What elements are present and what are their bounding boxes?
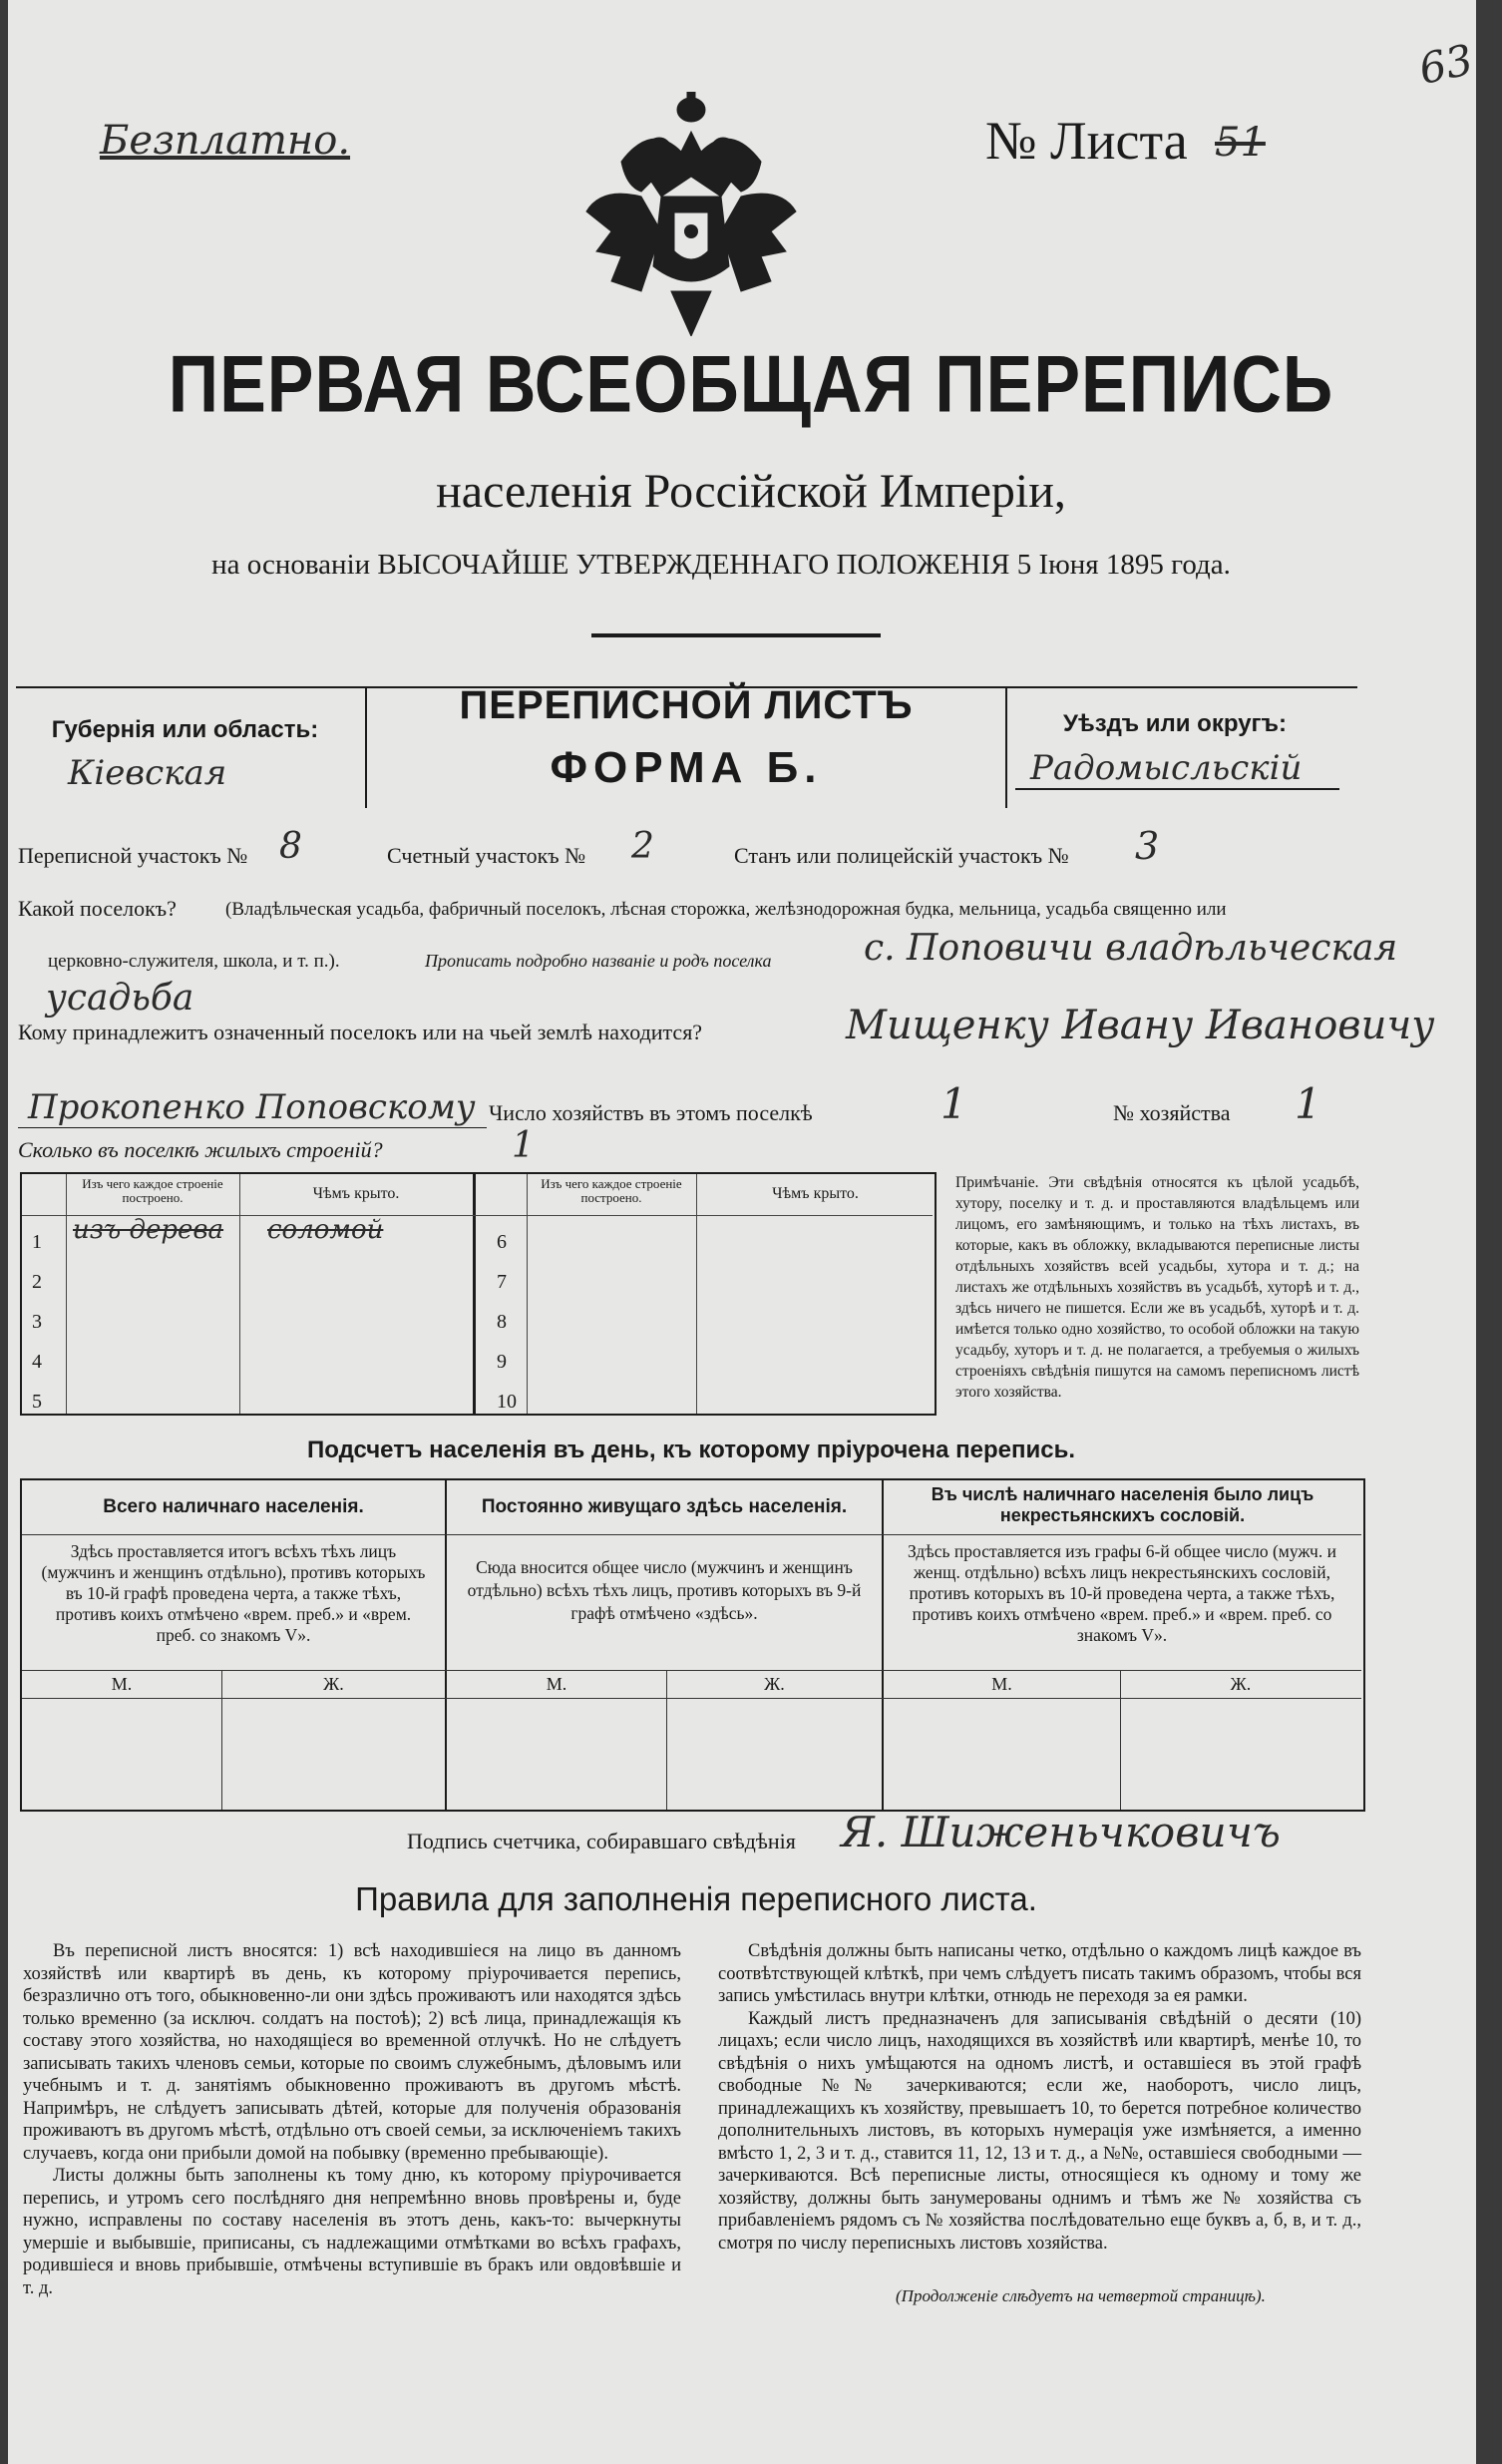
settlement-value: с. Поповичи владѣльческая [864, 928, 1398, 969]
buildings-row-numbers-left [32, 1222, 42, 1422]
counting-district-label: Счетный участокъ № [387, 843, 586, 868]
stan-label: Станъ или полицейскій участокъ № [734, 843, 1069, 868]
buildings-note: Примѣчаніе. Эти свѣдѣнія относятся къ цѣлой усадьбѣ, хутору, поселку и т. д. и проставляются владѣльцемъ или лицомъ, его замѣняющимъ, и только на тѣхъ листахъ, въ которые, какъ въ обложку, вкладываются переписные листы отдѣльныхъ хозяйствъ всей усадьбы, хутора и т. д.; на листахъ же отдѣльныхъ хозяйствъ въ усадьбѣ, хуторѣ и т. д., здѣсь ничего не пишется. Если же въ усадьбѣ, хуторѣ и т. д. имѣется только одно хозяйство, то особой обложки на такую усадьбу, хуторъ и т. д. не полагается, а требуемыя о жилыхъ строеніяхъ свѣдѣнія пишутся на самомъ переписномъ листѣ этого хозяйства. [955, 1174, 1359, 1401]
settlement-hint-3: Прописать подробно названіе и родъ поселка [425, 951, 772, 971]
owner-underline [18, 1127, 487, 1128]
count-col2-head: Постоянно живущаго здѣсь населенія. [481, 1496, 848, 1517]
count-col3-text: Здѣсь проставляется изъ графы 6-й общее число (мужч. и женщ. отдѣльно) всѣхъ лицъ некрестьянскихъ сословій, противъ которыхъ въ 10-й проведена черта, а также тѣхъ, противъ коихъ отмѣчено «врем. преб.» и «врем. преб. со знакомъ V». [908, 1541, 1336, 1645]
buildings-left-colsep [239, 1174, 240, 1414]
settlement-value-2: усадьба [46, 978, 194, 1019]
count-col2-female: Ж. [764, 1674, 785, 1694]
households-value: 1 [940, 1079, 967, 1128]
imperial-eagle-emblem [581, 92, 801, 336]
buildings-col-roof-left: Чѣмъ крыто. [312, 1185, 400, 1202]
buildings-right-colsep [696, 1174, 697, 1414]
uezd-label: Уѣздъ или округъ: [1062, 710, 1288, 737]
guberniya-label: Губернія или область: [51, 716, 319, 743]
building-row-number: 5 [32, 1391, 42, 1413]
counting-district-value: 2 [631, 826, 654, 867]
title-divider [591, 633, 881, 637]
dwellings-value: 1 [512, 1125, 535, 1166]
stan-value: 3 [1135, 824, 1160, 868]
census-district-value: 8 [279, 826, 302, 867]
census-title: ПЕРВАЯ ВСЕОБЩАЯ ПЕРЕПИСЬ [168, 339, 1334, 429]
uezd-underline [1015, 788, 1339, 790]
count-col-divider-1 [445, 1478, 447, 1812]
buildings-col-material-left: Изъ чего каждое строеніе построено. [82, 1176, 223, 1205]
building-row-number: 3 [32, 1311, 42, 1333]
settlement-label: Какой поселокъ? [18, 896, 177, 921]
dwellings-label: Сколько въ поселкѣ жилыхъ строеній? [18, 1137, 383, 1162]
header-band-divider-right [1005, 688, 1007, 808]
household-number-label: № хозяйства [1113, 1100, 1231, 1125]
count-col3-female: Ж. [1230, 1674, 1252, 1694]
count-col1-text: Здѣсь проставляется итогъ всѣхъ тѣхъ лицъ (мужчинъ и женщинъ отдѣльно), противъ которыхъ въ 10-й графѣ проведена черта, а также тѣхъ, противъ коихъ отмѣчено «врем. преб.» и «врем. преб. со знакомъ V». [41, 1541, 426, 1645]
census-form-page [8, 0, 1476, 2464]
rules-left-column [23, 1940, 681, 2299]
count-col2-male: М. [546, 1674, 567, 1694]
buildings-right-numcol [527, 1174, 528, 1414]
census-decree: на основаніи ВЫСОЧАЙШЕ УТВЕРЖДЕННАГО ПОЛОЖЕНІЯ 5 Іюня 1895 года. [211, 549, 1231, 581]
owner-label: Кому принадлежитъ означенный поселокъ или на чьей землѣ находится? [18, 1020, 703, 1044]
building-row-number: 9 [497, 1351, 507, 1373]
page-corner-number: 63 [1414, 34, 1477, 95]
rules-left-paragraph-2: Листы должны быть заполнены къ тому дню, къ которому пріурочивается перепись, и утромъ сего послѣдняго дня непремѣнно вновь провѣрены и, буде нужно, исправлены по составу населенія въ этотъ день, какъ-то: вычеркнуты умершіе и выбывшіе, приписаны, съ надлежащими отмѣтками во всѣхъ графахъ, родившіеся и вновь прибывшіе, отмѣчены вступившіе въ бракъ или овдовѣвшіе и т. д. [23, 2166, 681, 2298]
buildings-left-numcol [66, 1174, 67, 1414]
building-row-number: 6 [497, 1231, 507, 1253]
buildings-col-roof-right: Чѣмъ крыто. [772, 1185, 859, 1202]
guberniya-value: Кіевская [68, 753, 227, 793]
rules-right-paragraph-2: Каждый листъ предназначенъ для записыванія свѣдѣній о десяти (10) лицахъ; если число лицъ, находящихся въ хозяйствѣ или квартирѣ, менѣе 10, то свѣдѣнія о нихъ умѣщаются на одномъ листѣ, и оставшіеся въ этой графѣ свободные №№ зачеркиваются; если же, наоборотъ, число лицъ, принадлежащихъ къ хозяйству, превышаетъ 10, то берется потребное количество дополнительныхъ листовъ, въ которыхъ нумерація уже измѣняется, а именно вмѣсто 1, 2, 3 и т. д., ставится 11, 12, 13 и т. д., а №№, оставшіеся свободными — зачеркиваются. Всѣ переписные листы, относящіеся къ одному и тому же хозяйству, должны быть занумерованы однимъ и тѣмъ же № хозяйства съ прибавленіемъ рядомъ съ № хозяйства послѣдовательно еще буквъ а, б, в, и т. д., смотря по числу переписныхъ листовъ хозяйства. [718, 2008, 1361, 2254]
rules-left-paragraph-1: Въ переписной листъ вносятся: 1) всѣ находившіеся на лицо въ данномъ хозяйствѣ или квартирѣ въ день, къ которому пріурочивается перепись, безразлично отъ того, обыкновенно-ли они здѣсь проживаютъ или находятся здѣсь только временно (за исключ. солдатъ на постоѣ); 2) всѣ лица, принадлежащія къ составу этого хозяйства, но находящіеся во временной отлучкѣ. Но не слѣдуетъ записывать такихъ членовъ семьи, которые по своимъ служебнымъ, дѣловымъ или учебнымъ и т. д. занятіямъ обыкновенно проживаютъ въ другомъ мѣстѣ. Напримѣръ, не слѣдуетъ записывать дѣтей, которые для полученія образованія проживаютъ въ другомъ мѣстѣ, отдѣльно отъ своей семьи, за исключеніемъ такихъ случаевъ, когда они прибыли домой на побывку (временно пребывающіе). [23, 1941, 681, 2164]
count-col1-male: М. [111, 1674, 133, 1694]
count-text-rule [22, 1670, 1361, 1671]
building-row-number: 2 [32, 1271, 42, 1293]
building-1-material: изъ дерева [73, 1215, 224, 1245]
signature-label: Подпись счетчика, собиравшаго свѣдѣнія [407, 1829, 796, 1853]
buildings-col-material-right: Изъ чего каждое строеніе построено. [541, 1176, 682, 1205]
building-1-roof: соломой [267, 1215, 384, 1245]
building-row-number: 1 [32, 1231, 42, 1253]
count-col2-text: Сюда вносится общее число (мужчинъ и женщинъ отдѣльно) всѣхъ тѣхъ лицъ, противъ которыхъ въ 9-й графѣ отмѣчено «здѣсь». [467, 1557, 862, 1623]
household-number-value: 1 [1295, 1079, 1321, 1128]
count-col-divider-2 [882, 1478, 884, 1812]
form-name: ПЕРЕПИСНОЙ ЛИСТЪ [459, 683, 914, 727]
households-label: Число хозяйствъ въ этомъ поселкѣ [489, 1100, 813, 1125]
count-mf-rule [22, 1698, 1361, 1699]
rules-title: Правила для заполненія переписного листа. [355, 1880, 1037, 1917]
free-label: Безплатно. [100, 118, 351, 164]
building-row-number: 7 [497, 1271, 507, 1293]
settlement-hint: (Владѣльческая усадьба, фабричный поселокъ, лѣсная сторожка, желѣзнодорожная будка, мельница, усадьба священно или [225, 899, 1227, 920]
count-col3-head: Въ числѣ наличнаго населенія было лицъ некрестьянскихъ сословій. [931, 1484, 1314, 1525]
count-header-rule [22, 1534, 1361, 1535]
building-row-number: 8 [497, 1311, 507, 1333]
sheet-number-label: № Листа [985, 111, 1188, 171]
settlement-hint-2: церковно-служителя, школа, и т. п.). [48, 951, 340, 972]
rules-right-column [718, 1940, 1361, 2255]
census-district-label: Переписной участокъ № [18, 843, 248, 868]
signature-value: Я. Шиженьчковичъ [841, 1808, 1281, 1856]
rules-continued-note: (Продолженіе слѣдуетъ на четвертой страницѣ). [896, 2286, 1266, 2305]
buildings-table-divider [473, 1172, 476, 1416]
uezd-value: Радомысльскій [1030, 748, 1303, 788]
building-row-number: 4 [32, 1351, 42, 1373]
building-row-number: 10 [497, 1391, 517, 1413]
buildings-table [20, 1172, 937, 1416]
census-subtitle: населенія Россійской Имперіи, [436, 465, 1066, 518]
count-col3-male: М. [991, 1674, 1012, 1694]
count-col1-head: Всего наличнаго населенія. [103, 1496, 364, 1517]
owner-value-2: Прокопенко Поповскому [28, 1087, 476, 1127]
rules-right-paragraph-1: Свѣдѣнія должны быть написаны четко, отдѣльно о каждомъ лицѣ каждое въ соотвѣтствующей клѣткѣ, при чемъ слѣдуетъ писать такимъ образомъ, чтобы вся запись умѣстилась внутри клѣтки, отнюдь не переходя за ея рамки. [718, 1941, 1361, 2006]
buildings-row-numbers-right [497, 1222, 517, 1422]
count-col1-female: Ж. [323, 1674, 344, 1694]
count-title: Подсчетъ населенія въ день, къ которому пріурочена перепись. [307, 1437, 1075, 1463]
sheet-number-value: 51 [1215, 120, 1266, 166]
owner-value: Мищенку Ивану Ивановичу [846, 1003, 1435, 1048]
form-type: ФОРМА Б. [550, 743, 823, 792]
